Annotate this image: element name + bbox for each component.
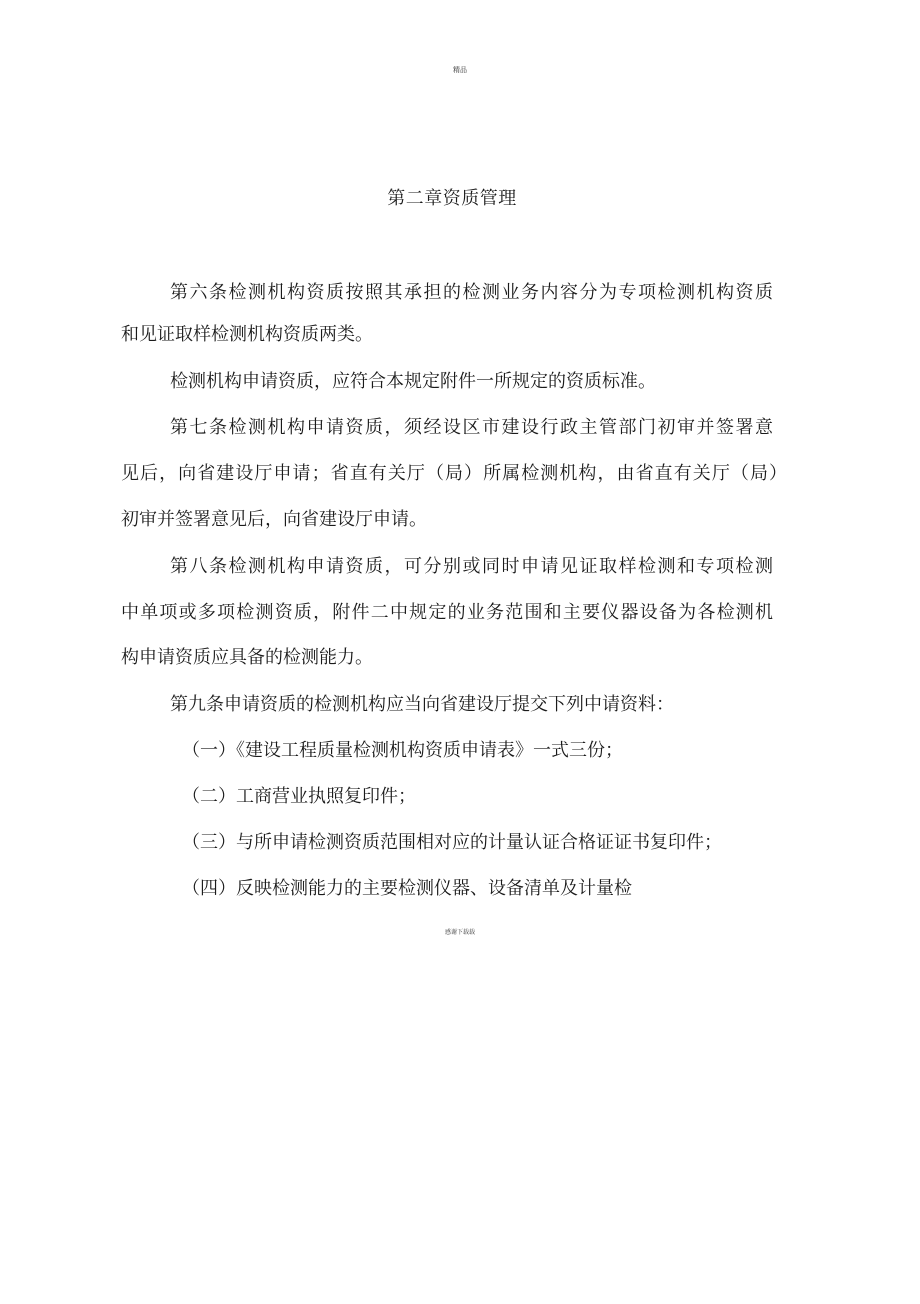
paragraph-line: 第八条检测机构申请资质，可分别或同时申请见证取样检测和专项检测: [170, 556, 773, 577]
chapter-title: 第二章资质管理: [387, 188, 517, 209]
list-item: （四）反映检测能力的主要检测仪器、设备清单及计量检: [182, 878, 632, 899]
paragraph-line: 初审并签署意见后，向省建设厅申请。: [121, 509, 427, 530]
footer-watermark: 感谢下载载: [444, 929, 475, 936]
paragraph-line: 第九条申请资质的检测机构应当向省建设厅提交下列中请资料：: [170, 694, 674, 715]
paragraph-line: 构申请资质应具备的检测能力。: [121, 647, 373, 668]
paragraph-line: 见后，向省建设厅申请；省直有关厅（局）所属检测机构，由省直有关厅（局）: [121, 463, 787, 484]
paragraph-line: 第六条检测机构资质按照其承担的检测业务内容分为专项检测机构资质: [170, 282, 773, 303]
paragraph-line: 检测机构申请资质，应符合本规定附件一所规定的资质标准。: [170, 371, 656, 392]
list-item: （三）与所申请检测资质范围相对应的计量认证合格证证书复印件；: [182, 832, 722, 853]
paragraph-line: 第七条检测机构申请资质，须经设区市建设行政主管部门初审并签署意: [170, 417, 773, 438]
list-item: （二）工商营业执照复印件；: [182, 786, 416, 807]
paragraph-line: 中单项或多项检测资质，附件二中规定的业务范围和主要仪器设备为各检测机: [121, 602, 773, 623]
list-item: （一）《建设工程质量检测机构资质申请表》一式三份；: [182, 740, 623, 761]
header-watermark: 精品: [453, 66, 467, 74]
paragraph-line: 和见证取样检测机构资质两类。: [121, 324, 373, 345]
